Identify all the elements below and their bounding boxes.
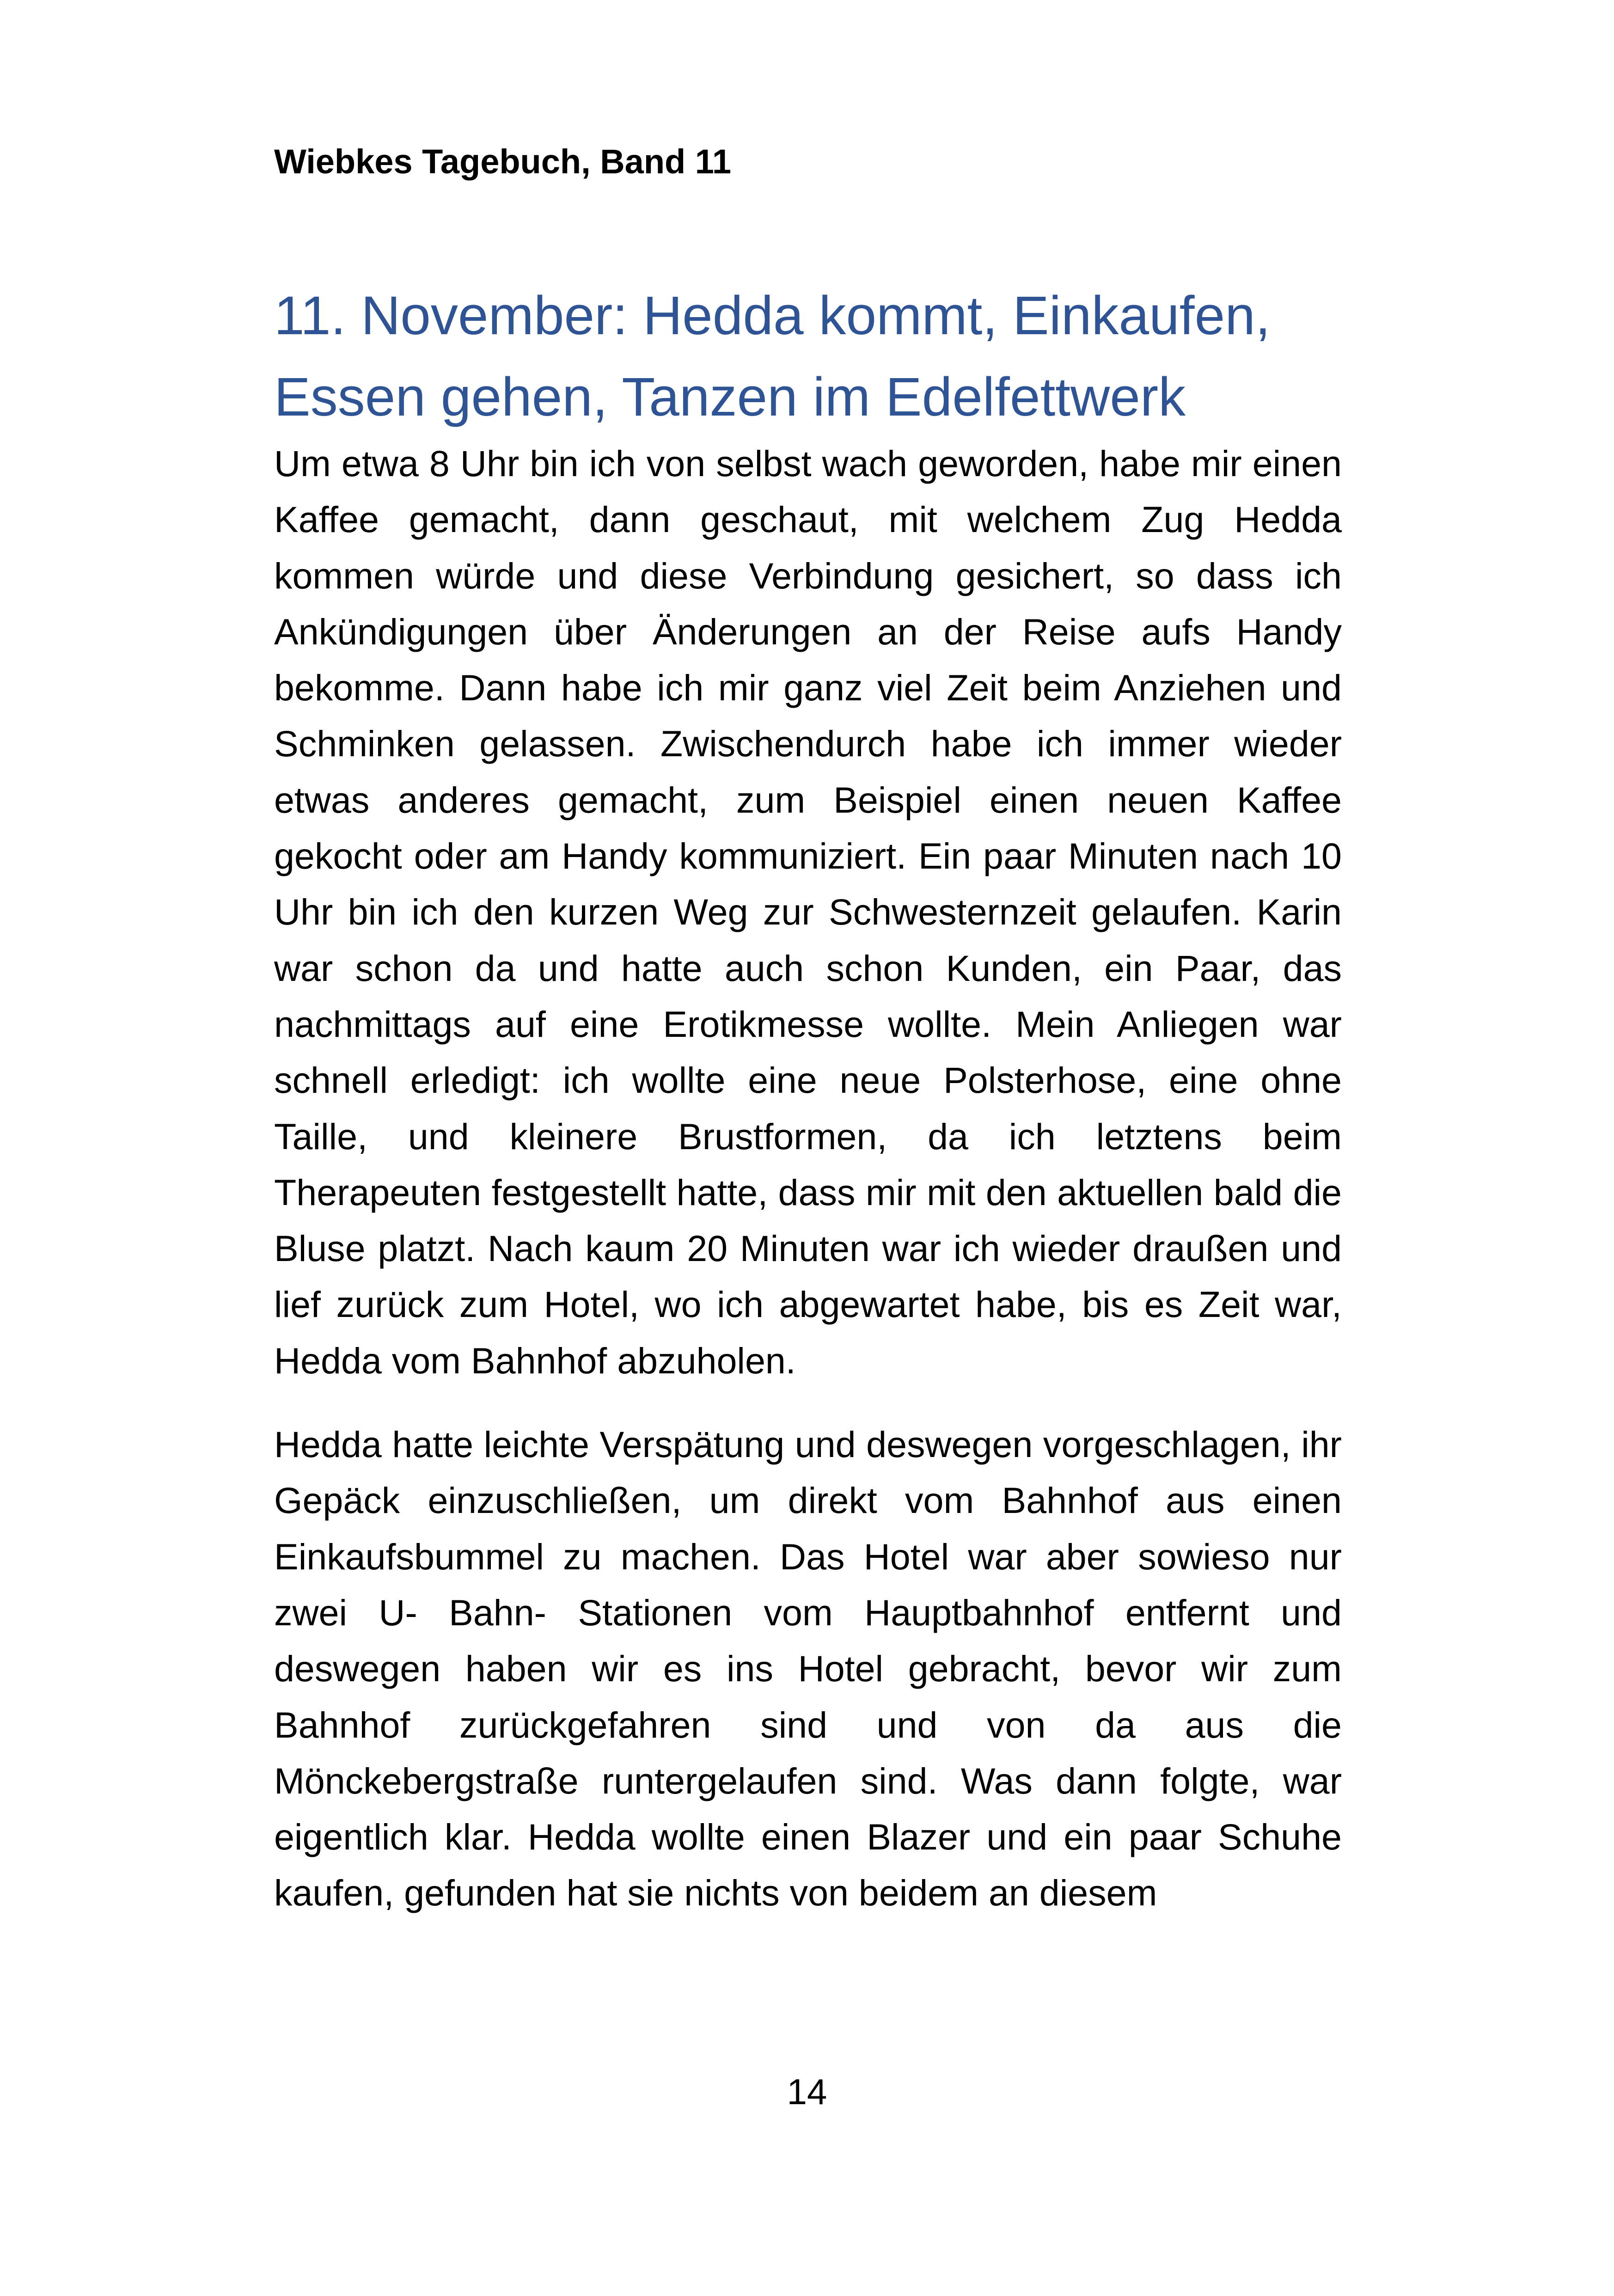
body-text: [274, 435, 1342, 1949]
chapter-title: 11. November: Hedda kommt, Einkaufen, Essen gehen, Tanzen im Edelfettwerk: [274, 285, 1271, 428]
page-number: 14: [787, 2071, 827, 2112]
running-header: Wiebkes Tagebuch, Band 11: [274, 142, 732, 181]
paragraph: Hedda hatte leichte Verspätung und deswegen vorgeschlagen, ihr Gepäck einzuschließen, um direkt vom Bahnhof aus einen Einkaufsbummel zu machen. Das Hotel war aber sowieso nur zwei U- Bahn- Stationen vom Hauptbahnhof entfernt und deswegen haben wir es ins Hotel gebracht, bevor wir zum Bahnhof zurückgefahren sind und von da aus die Mönckebergstraße runtergelaufen sind. Was dann folgte, war eigentlich klar. Hedda wollte einen Blazer und ein paar Schuhe kaufen, gefunden hat sie nichts von beidem an diesem: [274, 1424, 1342, 1914]
paragraph: Um etwa 8 Uhr bin ich von selbst wach geworden, habe mir einen Kaffee gemacht, dann geschaut, mit welchem Zug Hedda kommen würde und diese Verbindung gesichert, so dass ich Ankündigungen über Änderungen an der Reise aufs Handy bekomme. Dann habe ich mir ganz viel Zeit beim Anziehen und Schminken gelassen. Zwischendurch habe ich immer wieder etwas anderes gemacht, zum Beispiel einen neuen Kaffee gekocht oder am Handy kommuniziert. Ein paar Minuten nach 10 Uhr bin ich den kurzen Weg zur Schwesternzeit gelaufen. Karin war schon da und hatte auch schon Kunden, ein Paar, das nachmittags auf eine Erotikmesse wollte. Mein Anliegen war schnell erledigt: ich wollte eine neue Polsterhose, eine ohne Taille, und kleinere Brustformen, da ich letztens beim Therapeuten festgestellt hatte, dass mir mit den aktuellen bald die Bluse platzt. Nach kaum 20 Minuten war ich wieder draußen und lief zurück zum Hotel, wo ich abgewartet habe, bis es Zeit war, Hedda vom Bahnhof abzuholen.: [274, 443, 1342, 1381]
